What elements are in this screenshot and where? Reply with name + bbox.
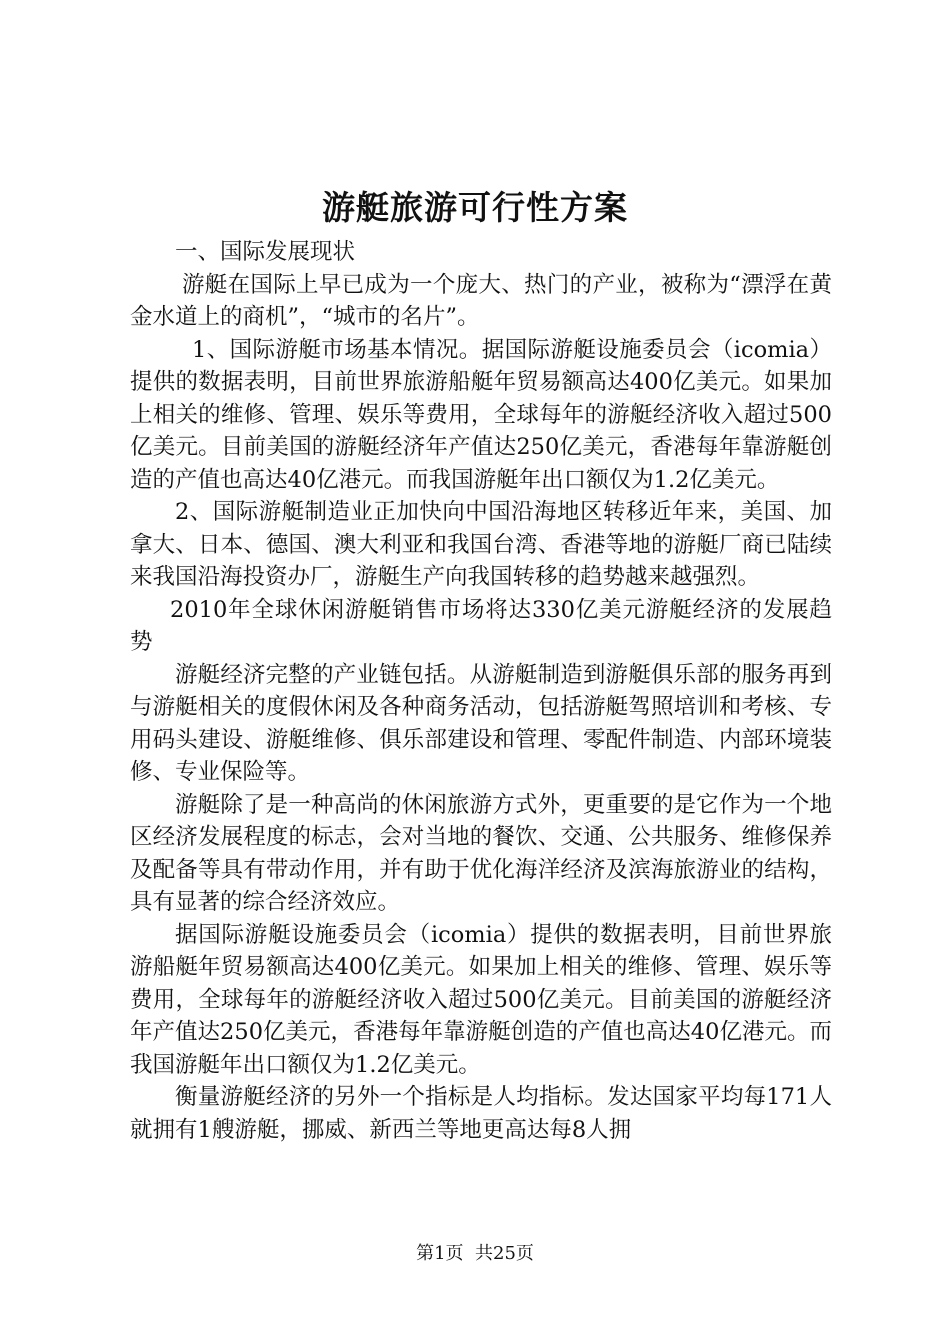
paragraph: 2、国际游艇制造业正加快向中国沿海地区转移近年来，美国、加拿大、日本、德国、澳大利亚和我国台湾、香港等地的游艇厂商已陆续来我国沿海投资办厂，游艇生产向我国转移的趋势越来越强烈。 — [130, 499, 832, 590]
paragraph: 游艇除了是一种高尚的休闲旅游方式外，更重要的是它作为一个地区经济发展程度的标志，会对当地的餐饮、交通、公共服务、维修保养及配备等具有带动作用，并有助于优化海洋经济及滨海旅游业的结构，具有显著的综合经济效应。 — [130, 791, 832, 915]
page-total: 共25页 — [475, 1243, 534, 1264]
paragraph: 据国际游艇设施委员会（icomia）提供的数据表明，目前世界旅游船艇年贸易额高达400亿美元。如果加上相关的维修、管理、娱乐等费用，全球每年的游艇经济收入超过500亿美元。目前美国的游艇经济年产值达250亿美元，香港每年靠游艇创造的产值也高达40亿港元。而我国游艇年出口额仅为1.2亿美元。 — [130, 921, 832, 1078]
paragraph: 2010年全球休闲游艇销售市场将达330亿美元游艇经济的发展趋势 — [130, 596, 832, 655]
page-number: 第1页 — [416, 1243, 464, 1264]
section-heading: 一、国际发展现状 — [175, 239, 356, 265]
paragraph: 1、国际游艇市场基本情况。据国际游艇设施委员会（icomia）提供的数据表明，目前世界旅游船艇年贸易额高达400亿美元。如果加上相关的维修、管理、娱乐等费用，全球每年的游艇经济收入超过500亿美元。目前美国的游艇经济年产值达250亿美元，香港每年靠游艇创造的产值也高达40亿港元。而我国游艇年出口额仅为1.2亿美元。 — [130, 336, 832, 493]
paragraph: 游艇经济完整的产业链包括。从游艇制造到游艇俱乐部的服务再到与游艇相关的度假休闲及各种商务活动，包括游艇驾照培训和考核、专用码头建设、游艇维修、俱乐部建设和管理、零配件制造、内部环境装修、专业保险等。 — [130, 661, 832, 785]
document-body — [130, 236, 832, 1146]
paragraph: 游艇在国际上早已成为一个庞大、热门的产业，被称为“漂浮在黄金水道上的商机”，“城市的名片”。 — [130, 271, 832, 330]
paragraph: 衡量游艇经济的另外一个指标是人均指标。发达国家平均每171人就拥有1艘游艇，挪威、新西兰等地更高达每8人拥 — [130, 1084, 832, 1143]
document-title: 游艇旅游可行性方案 — [322, 188, 628, 227]
page-footer — [0, 1242, 950, 1266]
